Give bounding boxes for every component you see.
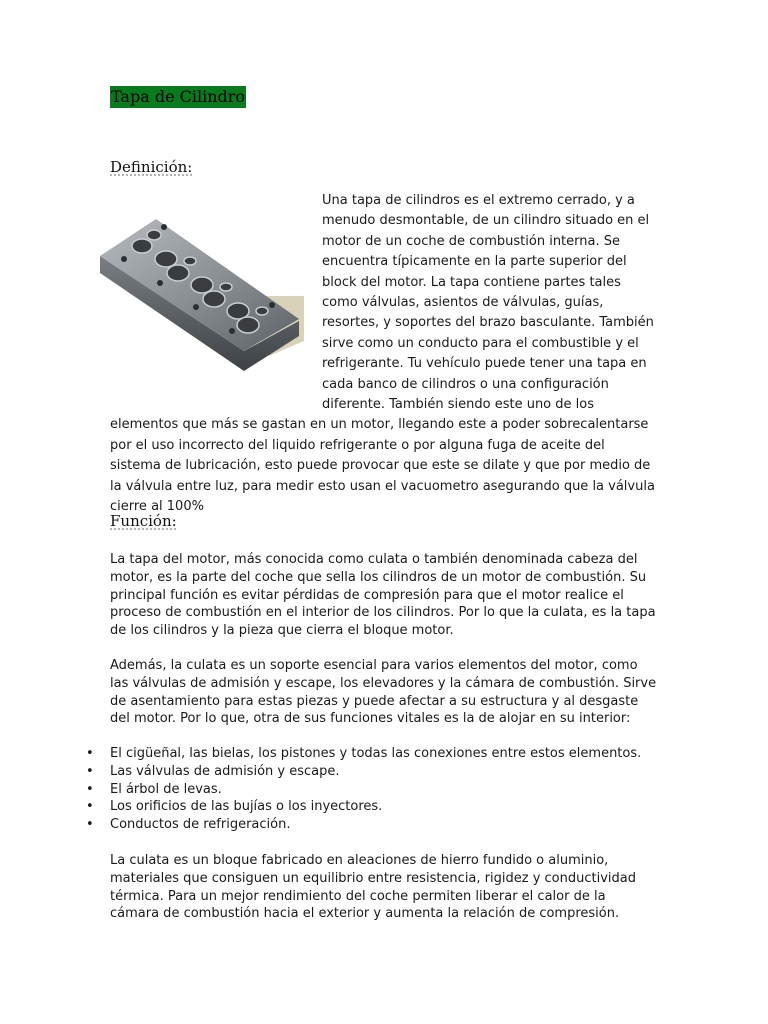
- list-item-text: El árbol de levas.: [110, 781, 222, 797]
- list-item-text: Los orificios de las bujías o los inyectores.: [110, 799, 383, 815]
- bullet-icon: •: [86, 746, 94, 761]
- bullet-icon: •: [86, 799, 94, 815]
- list-item: [80, 781, 660, 799]
- list-item-text: Las válvulas de admisión y escape.: [110, 763, 340, 779]
- definition-text: Una tapa de cilindros es el extremo cerrado, y a menudo desmontable, de un cilindro situado en el motor de un coche de combustión interna. Se encuentra típicamente en la parte superior del block del motor. La tapa contiene partes tales como válvulas, asientos de válvulas, guías, resortes, y soportes del brazo basculante. También sirve como un conducto para el combustible y el refrigerante. Tu vehículo puede tener una tapa en cada banco de cilindros o una configuración diferente. También siendo este uno de los elementos que más se gastan en un motor, llegando este a poder sobrecalentarse por el uso incorrecto del liquido refrigerante o por alguna fuga de aceite del sistema de lubricación, esto puede provocar que este se dilate y que por medio de la válvula entre luz, para medir esto usan el vacuometro asegurando que la válvula cierre al 100%: [110, 193, 655, 515]
- cylinder-head-photo: [94, 201, 306, 401]
- list-item: [80, 745, 660, 763]
- function-paragraph-2: [110, 657, 658, 728]
- paragraph-text: Además, la culata es un soporte esencial para varios elementos del motor, como las válvulas de admisión y escape, los elevadores y la cámara de combustión. Sirve de asentamiento para estas piezas y puede afectar a su estructura y al desgaste del motor. Por lo que, otra de sus funciones vitales es la de alojar en su interior:: [110, 658, 657, 727]
- list-item: [80, 763, 660, 781]
- definition-section: [110, 191, 658, 518]
- list-item: [80, 798, 660, 816]
- function-bullet-list: [80, 745, 660, 834]
- paragraph-text: La culata es un bloque fabricado en aleaciones de hierro fundido o aluminio, materiales que consiguen un equilibrio entre resistencia, rigidez y conductividad térmica. Para un mejor rendimiento del coche permiten liberar el calor de la cámara de combustión hacia el exterior y aumenta la relación de compresión.: [110, 853, 636, 922]
- list-item-text: Conductos de refrigeración.: [110, 817, 291, 833]
- document-title: Tapa de Cilindro: [111, 87, 246, 106]
- paragraph-text: La tapa del motor, más conocida como culata o también denominada cabeza del motor, es la parte del coche que sella los cilindros de un motor de combustión. Su principal función es evitar pérdidas de compresión para que el motor realice el proceso de combustión en el interior de los cilindros. Por lo que la culata, es la tapa de los cilindros y la pieza que cierra el bloque motor.: [110, 552, 656, 639]
- cylinder-head-illustration-icon: [94, 201, 306, 401]
- function-paragraph-3: [110, 852, 658, 923]
- list-item-text: El cigüeñal, las bielas, los pistones y todas las conexiones entre estos elementos.: [110, 746, 642, 761]
- list-item: [80, 816, 660, 834]
- definition-heading: Definición:: [110, 158, 193, 176]
- function-paragraph-1: [110, 551, 658, 640]
- bullet-icon: •: [86, 817, 94, 833]
- bullet-icon: •: [86, 763, 94, 779]
- function-heading: Función:: [110, 512, 177, 530]
- bullet-icon: •: [86, 781, 94, 797]
